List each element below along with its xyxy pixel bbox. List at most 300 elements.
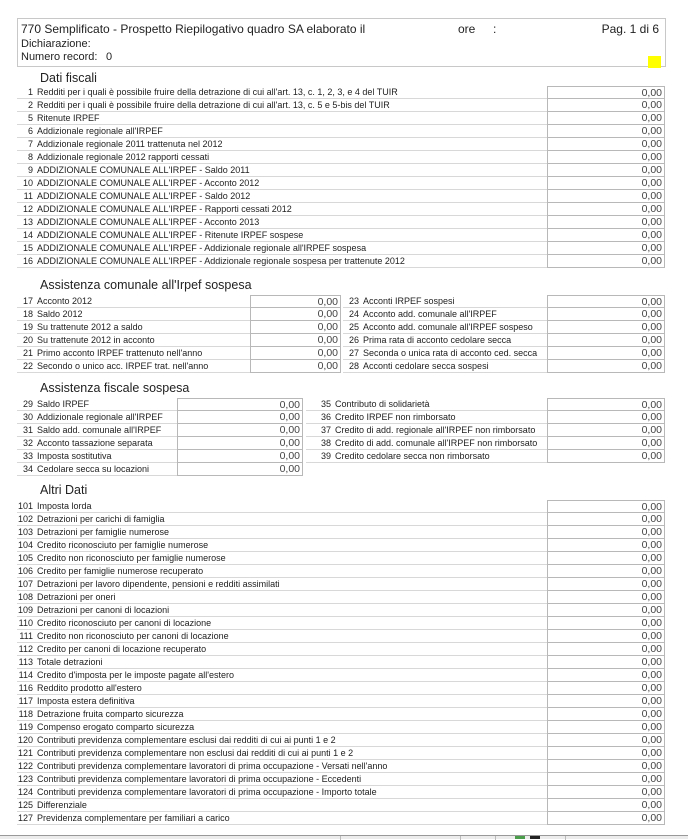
amount-field[interactable]: 0,00 [547, 255, 665, 268]
row-number: 117 [18, 696, 33, 706]
row-description: Ritenute IRPEF [37, 113, 100, 123]
amount-field[interactable]: 0,00 [547, 747, 665, 760]
row-number: 30 [22, 412, 33, 422]
amount-field[interactable]: 0,00 [547, 500, 665, 513]
row-number: 101 [17, 501, 33, 511]
row-description: Acconto 2012 [37, 296, 93, 306]
amount-field[interactable]: 0,00 [547, 721, 665, 734]
row-label [306, 450, 547, 463]
amount-field[interactable]: 0,00 [547, 578, 665, 591]
amount-field[interactable]: 0,00 [547, 604, 665, 617]
amount-field[interactable]: 0,00 [250, 295, 341, 308]
amount-field[interactable]: 0,00 [547, 450, 665, 463]
row-description: ADDIZIONALE COMUNALE ALL'IRPEF - Addizionale regionale all'IRPEF sospesa [37, 243, 367, 253]
amount-field[interactable]: 0,00 [547, 656, 665, 669]
row-description: Secondo o unico acc. IRPEF trat. nell'anno [37, 361, 209, 371]
row-description: Addizionale regionale 2012 rapporti cessati [37, 152, 210, 162]
table-row [343, 295, 665, 308]
toolbar-divider [565, 836, 566, 840]
row-number: 38 [320, 438, 331, 448]
amount-field[interactable]: 0,00 [547, 242, 665, 255]
row-number: 2 [27, 100, 33, 110]
table-row [306, 398, 665, 411]
amount-field[interactable]: 0,00 [547, 99, 665, 112]
amount-field[interactable]: 0,00 [547, 539, 665, 552]
table-row [17, 398, 303, 411]
row-number: 39 [320, 451, 331, 461]
amount-field[interactable]: 0,00 [177, 463, 303, 476]
row-label [17, 360, 250, 373]
row-number: 114 [18, 670, 33, 680]
table-row [17, 125, 665, 138]
row-number: 9 [27, 165, 33, 175]
amount-field[interactable]: 0,00 [547, 347, 665, 360]
row-number: 37 [320, 425, 331, 435]
row-label [343, 295, 547, 308]
section-title-assistenza-comunale: Assistenza comunale all'Irpef sospesa [40, 278, 252, 292]
table-row [17, 773, 665, 786]
table-row [343, 360, 665, 373]
row-number: 119 [18, 722, 33, 732]
row-description: Contributi previdenza complementare lavoratori di prima occupazione - Importo totale [37, 787, 377, 797]
table-row [17, 695, 665, 708]
row-number: 127 [17, 813, 33, 823]
table-row [17, 734, 665, 747]
section-title-dati-fiscali: Dati fiscali [40, 71, 97, 85]
amount-field[interactable]: 0,00 [547, 734, 665, 747]
amount-field[interactable]: 0,00 [547, 295, 665, 308]
row-description: ADDIZIONALE COMUNALE ALL'IRPEF - Addizionale regionale sospesa per trattenute 2012 [37, 256, 405, 266]
table-row [17, 151, 665, 164]
amount-field[interactable]: 0,00 [547, 164, 665, 177]
row-label [17, 398, 177, 411]
table-row [17, 164, 665, 177]
amount-field[interactable]: 0,00 [547, 526, 665, 539]
row-description: Credito di add. comunale all'IRPEF non rimborsato [335, 438, 538, 448]
amount-field[interactable]: 0,00 [250, 308, 341, 321]
table-row [17, 112, 665, 125]
row-number: 105 [17, 553, 33, 563]
amount-field[interactable]: 0,00 [547, 669, 665, 682]
row-label [17, 630, 547, 643]
row-number: 107 [17, 579, 33, 589]
table-row [343, 321, 665, 334]
row-description: Differenziale [37, 800, 87, 810]
row-label [17, 539, 547, 552]
row-description: Acconti cedolare secca sospesi [363, 361, 489, 371]
row-label [17, 295, 250, 308]
table-row [17, 424, 303, 437]
row-description: Seconda o unica rata di acconto ced. secca [363, 348, 538, 358]
row-description: Saldo add. comunale all'IRPEF [37, 425, 162, 435]
row-number: 13 [22, 217, 33, 227]
row-label [17, 437, 177, 450]
table-row [17, 99, 665, 112]
row-number: 24 [348, 309, 359, 319]
row-description: Credito non riconosciuto per famiglie numerose [37, 553, 226, 563]
row-description: Credito d'imposta per le imposte pagate all'estero [37, 670, 235, 680]
page-indicator: Pag. 1 di 6 [601, 22, 659, 36]
report-title: 770 Semplificato - Prospetto Riepilogativo quadro SA elaborato il [21, 22, 366, 36]
table-row [343, 334, 665, 347]
row-label [17, 773, 547, 786]
amount-field[interactable]: 0,00 [547, 411, 665, 424]
row-label [306, 424, 547, 437]
row-description: Credito di add. regionale all'IRPEF non rimborsato [335, 425, 536, 435]
amount-field[interactable]: 0,00 [547, 437, 665, 450]
row-label [343, 308, 547, 321]
table-row [17, 242, 665, 255]
row-label [17, 591, 547, 604]
row-number: 19 [22, 322, 33, 332]
row-description: ADDIZIONALE COMUNALE ALL'IRPEF - Acconto 2012 [37, 178, 260, 188]
row-label [17, 734, 547, 747]
row-label [17, 513, 547, 526]
row-description: Redditi per i quali è possibile fruire della detrazione di cui all'art. 13, c. 5 e 5-bis del TUIR [37, 100, 390, 110]
row-number: 1 [27, 87, 33, 97]
table-row [17, 203, 665, 216]
row-label [17, 190, 547, 203]
amount-field[interactable]: 0,00 [250, 334, 341, 347]
table-row [17, 786, 665, 799]
section-title-assistenza-fiscale: Assistenza fiscale sospesa [40, 381, 190, 395]
amount-field[interactable]: 0,00 [547, 424, 665, 437]
row-number: 6 [27, 126, 33, 136]
table-row [17, 138, 665, 151]
row-description: ADDIZIONALE COMUNALE ALL'IRPEF - Rapporti cessati 2012 [37, 204, 292, 214]
row-label [17, 604, 547, 617]
row-number: 113 [18, 657, 33, 667]
table-row [17, 617, 665, 630]
row-label [17, 203, 547, 216]
amount-field[interactable]: 0,00 [547, 812, 665, 825]
row-number: 17 [22, 296, 33, 306]
table-row [17, 552, 665, 565]
row-label [17, 708, 547, 721]
row-number: 23 [348, 296, 359, 306]
table-row [17, 513, 665, 526]
row-number: 35 [320, 399, 331, 409]
row-number: 125 [17, 800, 33, 810]
row-description: Detrazioni per oneri [37, 592, 116, 602]
row-description: Credito per famiglie numerose recuperato [37, 566, 204, 576]
amount-field[interactable]: 0,00 [250, 360, 341, 373]
row-number: 116 [18, 683, 33, 693]
amount-field[interactable]: 0,00 [547, 398, 665, 411]
table-row [17, 656, 665, 669]
row-label [17, 177, 547, 190]
row-label [306, 437, 547, 450]
row-number: 109 [17, 605, 33, 615]
row-description: Imposta lorda [37, 501, 92, 511]
row-description: Detrazioni per canoni di locazioni [37, 605, 170, 615]
table-row [17, 747, 665, 760]
row-description: Imposta estera definitiva [37, 696, 135, 706]
table-row [17, 812, 665, 825]
table-row [17, 308, 341, 321]
table-row [17, 177, 665, 190]
amount-field[interactable]: 0,00 [547, 229, 665, 242]
amount-field[interactable]: 0,00 [547, 513, 665, 526]
row-label [17, 138, 547, 151]
amount-field[interactable]: 0,00 [547, 86, 665, 99]
table-row [17, 643, 665, 656]
table-row [17, 334, 341, 347]
amount-field[interactable]: 0,00 [177, 450, 303, 463]
row-label [17, 151, 547, 164]
table-row [17, 721, 665, 734]
amount-field[interactable]: 0,00 [177, 411, 303, 424]
row-number: 121 [17, 748, 33, 758]
row-label [17, 643, 547, 656]
row-description: Redditi per i quali è possibile fruire della detrazione di cui all'art. 13, c. 1, 2, 3, e 4 del TUIR [37, 87, 398, 97]
row-description: Credito per canoni di locazione recuperato [37, 644, 207, 654]
amount-field[interactable]: 0,00 [547, 138, 665, 151]
amount-field[interactable]: 0,00 [547, 321, 665, 334]
row-description: Acconto add. comunale all'IRPEF sospeso [363, 322, 533, 332]
row-description: Previdenza complementare per familiari a carico [37, 813, 230, 823]
table-row [343, 308, 665, 321]
toolbar-divider [495, 836, 496, 840]
amount-field[interactable]: 0,00 [547, 708, 665, 721]
row-label [343, 334, 547, 347]
amount-field[interactable]: 0,00 [177, 398, 303, 411]
row-label [17, 450, 177, 463]
row-label [17, 164, 547, 177]
section-title-altri-dati: Altri Dati [40, 483, 88, 497]
row-number: 20 [22, 335, 33, 345]
row-label [17, 347, 250, 360]
table-row [17, 526, 665, 539]
row-label [17, 552, 547, 565]
table-row [306, 450, 665, 463]
row-description: Cedolare secca su locazioni [37, 464, 150, 474]
amount-field[interactable]: 0,00 [547, 773, 665, 786]
amount-field[interactable]: 0,00 [547, 643, 665, 656]
row-label [17, 321, 250, 334]
row-label [17, 799, 547, 812]
amount-field[interactable]: 0,00 [547, 190, 665, 203]
amount-field[interactable]: 0,00 [547, 786, 665, 799]
row-label [306, 398, 547, 411]
row-number: 29 [22, 399, 33, 409]
amount-field[interactable]: 0,00 [547, 203, 665, 216]
row-description: Detrazioni per lavoro dipendente, pensioni e redditi assimilati [37, 579, 280, 589]
row-number: 103 [17, 527, 33, 537]
amount-field[interactable]: 0,00 [547, 112, 665, 125]
row-description: Imposta sostitutiva [37, 451, 112, 461]
row-label [17, 125, 547, 138]
row-number: 33 [22, 451, 33, 461]
amount-field[interactable]: 0,00 [547, 552, 665, 565]
table-row [17, 578, 665, 591]
row-description: Contributo di solidarietà [335, 399, 430, 409]
row-number: 22 [22, 361, 33, 371]
table-row [17, 591, 665, 604]
row-number: 15 [22, 243, 33, 253]
row-number: 36 [320, 412, 331, 422]
row-label [17, 308, 250, 321]
amount-field[interactable]: 0,00 [547, 591, 665, 604]
amount-field[interactable]: 0,00 [177, 437, 303, 450]
row-description: Addizionale regionale 2011 trattenuta nel 2012 [37, 139, 223, 149]
row-label [17, 500, 547, 513]
row-label [17, 411, 177, 424]
row-description: ADDIZIONALE COMUNALE ALL'IRPEF - Ritenute IRPEF sospese [37, 230, 304, 240]
row-number: 8 [27, 152, 33, 162]
row-label [17, 656, 547, 669]
row-description: Saldo IRPEF [37, 399, 90, 409]
table-row [17, 229, 665, 242]
row-number: 10 [22, 178, 33, 188]
row-label [17, 424, 177, 437]
table-row [17, 190, 665, 203]
status-marker [648, 56, 661, 68]
row-description: Primo acconto IRPEF trattenuto nell'anno [37, 348, 203, 358]
record-number-label: Numero record: [21, 51, 98, 63]
amount-field[interactable]: 0,00 [547, 799, 665, 812]
row-description: Contributi previdenza complementare lavoratori di prima occupazione - Eccedenti [37, 774, 362, 784]
row-label [17, 112, 547, 125]
table-row [17, 760, 665, 773]
row-description: Acconto add. comunale all'IRPEF [363, 309, 497, 319]
row-description: ADDIZIONALE COMUNALE ALL'IRPEF - Saldo 2012 [37, 191, 251, 201]
row-label [17, 812, 547, 825]
row-description: Contributi previdenza complementare esclusi dai redditi di cui ai punti 1 e 2 [37, 735, 336, 745]
row-label [17, 334, 250, 347]
row-label [17, 760, 547, 773]
row-label [17, 786, 547, 799]
row-description: Credito IRPEF non rimborsato [335, 412, 456, 422]
row-description: Reddito prodotto all'estero [37, 683, 142, 693]
row-number: 7 [27, 139, 33, 149]
table-row [17, 604, 665, 617]
row-number: 118 [18, 709, 33, 719]
row-number: 14 [22, 230, 33, 240]
row-description: Detrazioni per carichi di famiglia [37, 514, 165, 524]
row-label [17, 682, 547, 695]
row-label [17, 86, 547, 99]
row-label [17, 617, 547, 630]
row-number: 11 [23, 191, 33, 201]
table-row [17, 669, 665, 682]
row-description: Credito riconosciuto per famiglie numerose [37, 540, 209, 550]
row-number: 25 [348, 322, 359, 332]
row-description: Detrazione fruita comparto sicurezza [37, 709, 184, 719]
amount-field[interactable]: 0,00 [250, 321, 341, 334]
row-number: 5 [27, 113, 33, 123]
row-number: 122 [17, 761, 33, 771]
row-number: 124 [17, 787, 33, 797]
row-number: 16 [22, 256, 33, 266]
table-row [306, 424, 665, 437]
row-description: Prima rata di acconto cedolare secca [363, 335, 512, 345]
amount-field[interactable]: 0,00 [177, 424, 303, 437]
row-label [17, 229, 547, 242]
toolbar-divider [460, 836, 461, 840]
row-number: 18 [22, 309, 33, 319]
row-number: 102 [17, 514, 33, 524]
amount-field[interactable]: 0,00 [547, 216, 665, 229]
amount-field[interactable]: 0,00 [547, 565, 665, 578]
amount-field[interactable]: 0,00 [547, 308, 665, 321]
table-row [17, 463, 303, 476]
row-description: Saldo 2012 [37, 309, 83, 319]
table-row [17, 86, 665, 99]
table-row [17, 360, 341, 373]
record-number-value: 0 [106, 51, 113, 63]
row-description: Credito riconosciuto per canoni di locazione [37, 618, 212, 628]
table-row [17, 682, 665, 695]
row-label [343, 347, 547, 360]
dichiarazione-label: Dichiarazione: [21, 38, 91, 50]
row-label [17, 242, 547, 255]
toolbar-divider [340, 836, 341, 840]
amount-field[interactable]: 0,00 [547, 630, 665, 643]
row-number: 34 [22, 464, 33, 474]
row-number: 32 [22, 438, 33, 448]
amount-field[interactable]: 0,00 [547, 125, 665, 138]
row-number: 110 [18, 618, 33, 628]
table-row [17, 539, 665, 552]
row-label [17, 669, 547, 682]
amount-field[interactable]: 0,00 [547, 682, 665, 695]
row-number: 31 [22, 425, 33, 435]
table-row [17, 630, 665, 643]
amount-field[interactable]: 0,00 [547, 177, 665, 190]
amount-field[interactable]: 0,00 [547, 617, 665, 630]
row-number: 120 [17, 735, 33, 745]
row-label [17, 99, 547, 112]
amount-field[interactable]: 0,00 [250, 347, 341, 360]
row-number: 21 [22, 348, 33, 358]
row-description: Totale detrazioni [37, 657, 103, 667]
row-number: 112 [18, 644, 33, 654]
time-separator: : [493, 22, 497, 36]
row-description: ADDIZIONALE COMUNALE ALL'IRPEF - Saldo 2011 [37, 165, 250, 175]
row-label [17, 255, 547, 268]
row-label [343, 321, 547, 334]
time-label: ore [458, 22, 476, 36]
table-row [17, 255, 665, 268]
table-row [17, 411, 303, 424]
table-row [17, 216, 665, 229]
table-row [17, 295, 341, 308]
amount-field[interactable]: 0,00 [547, 360, 665, 373]
amount-field[interactable]: 0,00 [547, 334, 665, 347]
row-label [17, 216, 547, 229]
row-description: Su trattenute 2012 in acconto [37, 335, 155, 345]
row-description: Su trattenute 2012 a saldo [37, 322, 143, 332]
row-number: 108 [17, 592, 33, 602]
report-header [17, 18, 666, 67]
row-label [17, 747, 547, 760]
table-row [17, 347, 341, 360]
row-label [17, 526, 547, 539]
row-description: ADDIZIONALE COMUNALE ALL'IRPEF - Acconto 2013 [37, 217, 260, 227]
amount-field[interactable]: 0,00 [547, 695, 665, 708]
row-label [17, 565, 547, 578]
row-label [17, 721, 547, 734]
row-number: 111 [19, 631, 33, 641]
amount-field[interactable]: 0,00 [547, 151, 665, 164]
row-description: Credito non riconosciuto per canoni di locazione [37, 631, 229, 641]
amount-field[interactable]: 0,00 [547, 760, 665, 773]
row-number: 26 [348, 335, 359, 345]
table-row [306, 437, 665, 450]
table-row [17, 565, 665, 578]
bottom-toolbar [0, 835, 688, 839]
